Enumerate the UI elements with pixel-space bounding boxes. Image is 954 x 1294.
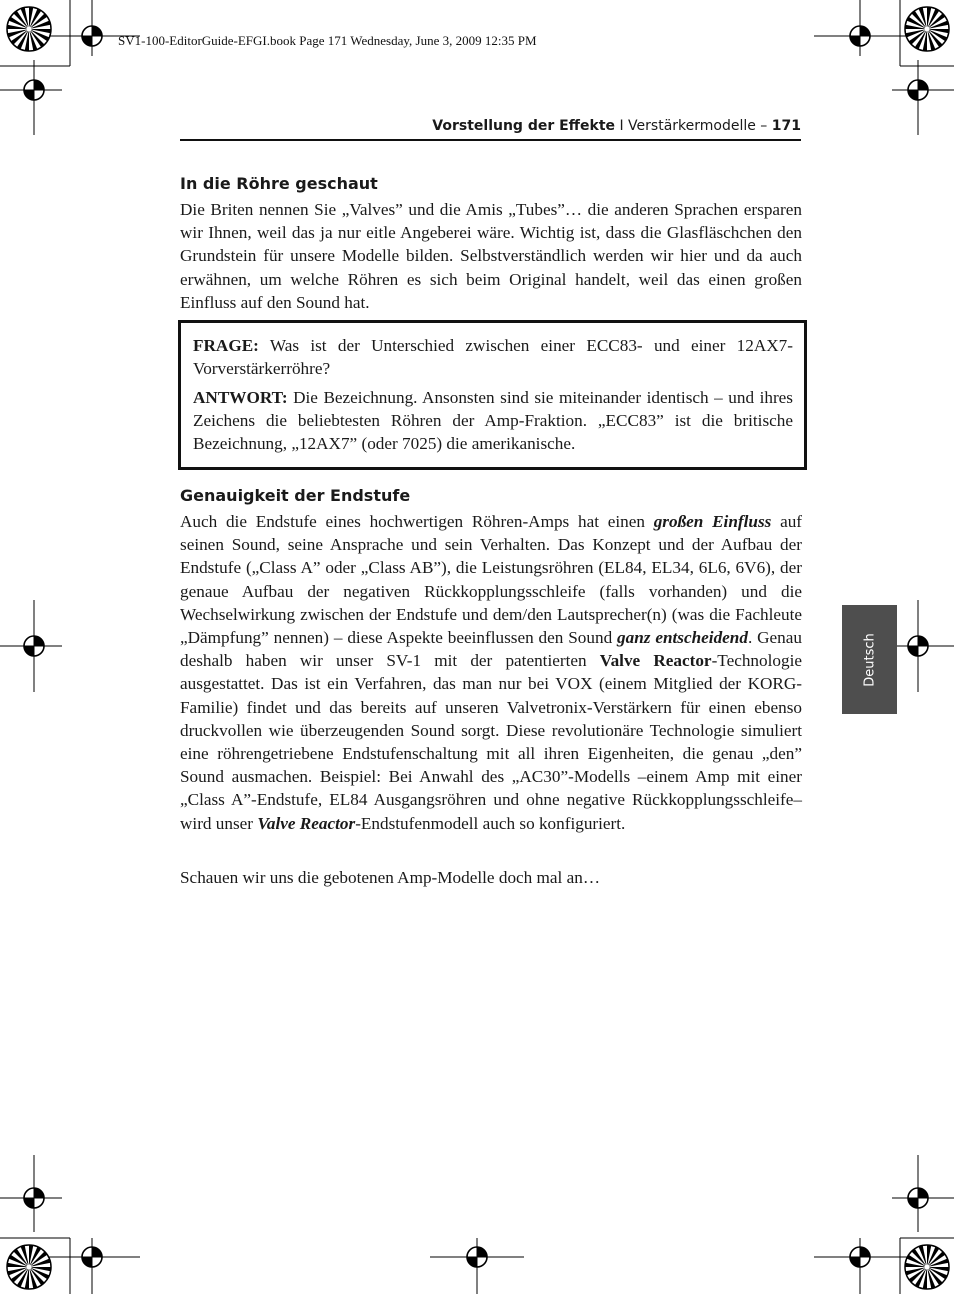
header-subsection: Verstärkermodelle [628,118,756,134]
running-header [180,118,801,141]
section1-paragraph: Die Briten nennen Sie „Valves” und die Amis „Tubes”… die anderen Sprachen ersparen wir Ihnen, weil das ja nur eitle Angeberei wäre. Wichtig ist, dass die Glasfläschchen den Grundstein für unsere Modelle bilden. Selbstverständlich werden wir hier und da auch erwähnen, um welche Röhren es sich beim Original handelt, weil das einen großen Einfluss auf den Sound hat. [180,200,802,312]
bold-text: Valve Reactor [599,651,712,671]
faq-box [178,320,807,470]
text-run: -Endstufenmodell auch so konfiguriert. [355,813,626,833]
header-separator: I [615,118,629,134]
faq-question-text: Was ist der Unterschied zwischen einer ECC83- und einer 12AX7-Vorverstärkerröhre? [193,336,793,379]
faq-question [193,334,793,380]
emphasis-text: Valve Reactor [257,813,356,833]
header-section: Vorstellung der Effekte [432,118,616,134]
faq-question-label: FRAGE: [193,336,259,355]
section2-closing-paragraph: Schauen wir uns die gebotenen Amp-Modelle doch mal an… [180,868,601,887]
text-run: auf seinen Sound, seine Ansprache und sein Verhalten. Das Konzept und der Aufbau der Endstufe („Class A” oder „Class AB”), die Leistungsröhren (EL84, EL34, 6L6, 6V6), der genaue Aufbau der negativen Rückkopplungsschleife (falls vorhanden) und die Wechselwirkung zwischen der Endstufe und dem/den Lautsprecher(n) (was die Fachleute „Dämpfung” nennen) – diese Aspekte beeinflussen den Sound [180,512,803,648]
page-number: 171 [771,118,801,134]
section2-heading: Genauigkeit der Endstufe [180,486,411,505]
side-tab-label: Deutsch [862,632,877,687]
header-dash: – [755,118,772,134]
text-run: -Technologie ausgestattet. Das ist ein Verfahren, das man nur bei VOX (einem Mitglied der KORG-Familie) findet und das bereits auf unseren Valvetronix-Verstärkern für einen ebenso druckvollen wie überzeugenden Sound sorgt. Diese revolutionäre Technologie simuliert eine röhrengetriebene Endstufenschaltung mit all ihren Eigenheiten, die genau „den” Sound ausmachen. Beispiel: Bei Anwahl des „AC30”-Modells –einem Amp mit einer „Class A”-Endstufe, EL84 Ausgangsröhren und ohne negative Rückkopplungsschleife– wird unser [180,651,802,833]
emphasis-text: ganz entscheidend [617,628,748,648]
book-file-info: SV1-100-EditorGuide-EFGI.book Page 171 Wednesday, June 3, 2009 12:35 PM [118,33,537,48]
text-run: Auch die Endstufe eines hochwertigen Röhren-Amps hat einen [180,512,654,531]
faq-answer [193,386,793,456]
text-run: . Genau deshalb haben wir unser SV-1 mit der patentierten [180,628,802,671]
language-side-tab [842,605,897,714]
faq-answer-label: ANTWORT: [193,388,288,407]
faq-answer-text: Die Bezeichnung. Ansonsten sind sie miteinander identisch – und ihres Zeichens die beliebtesten Röhren der Amp-Fraktion. „ECC83” ist die britische Bezeichnung, „12AX7” (oder 7025) die amerikanische. [193,388,793,454]
section1-heading: In die Röhre geschaut [180,174,378,193]
section2-paragraph [180,510,802,835]
emphasis-text: großen Einfluss [653,512,772,531]
